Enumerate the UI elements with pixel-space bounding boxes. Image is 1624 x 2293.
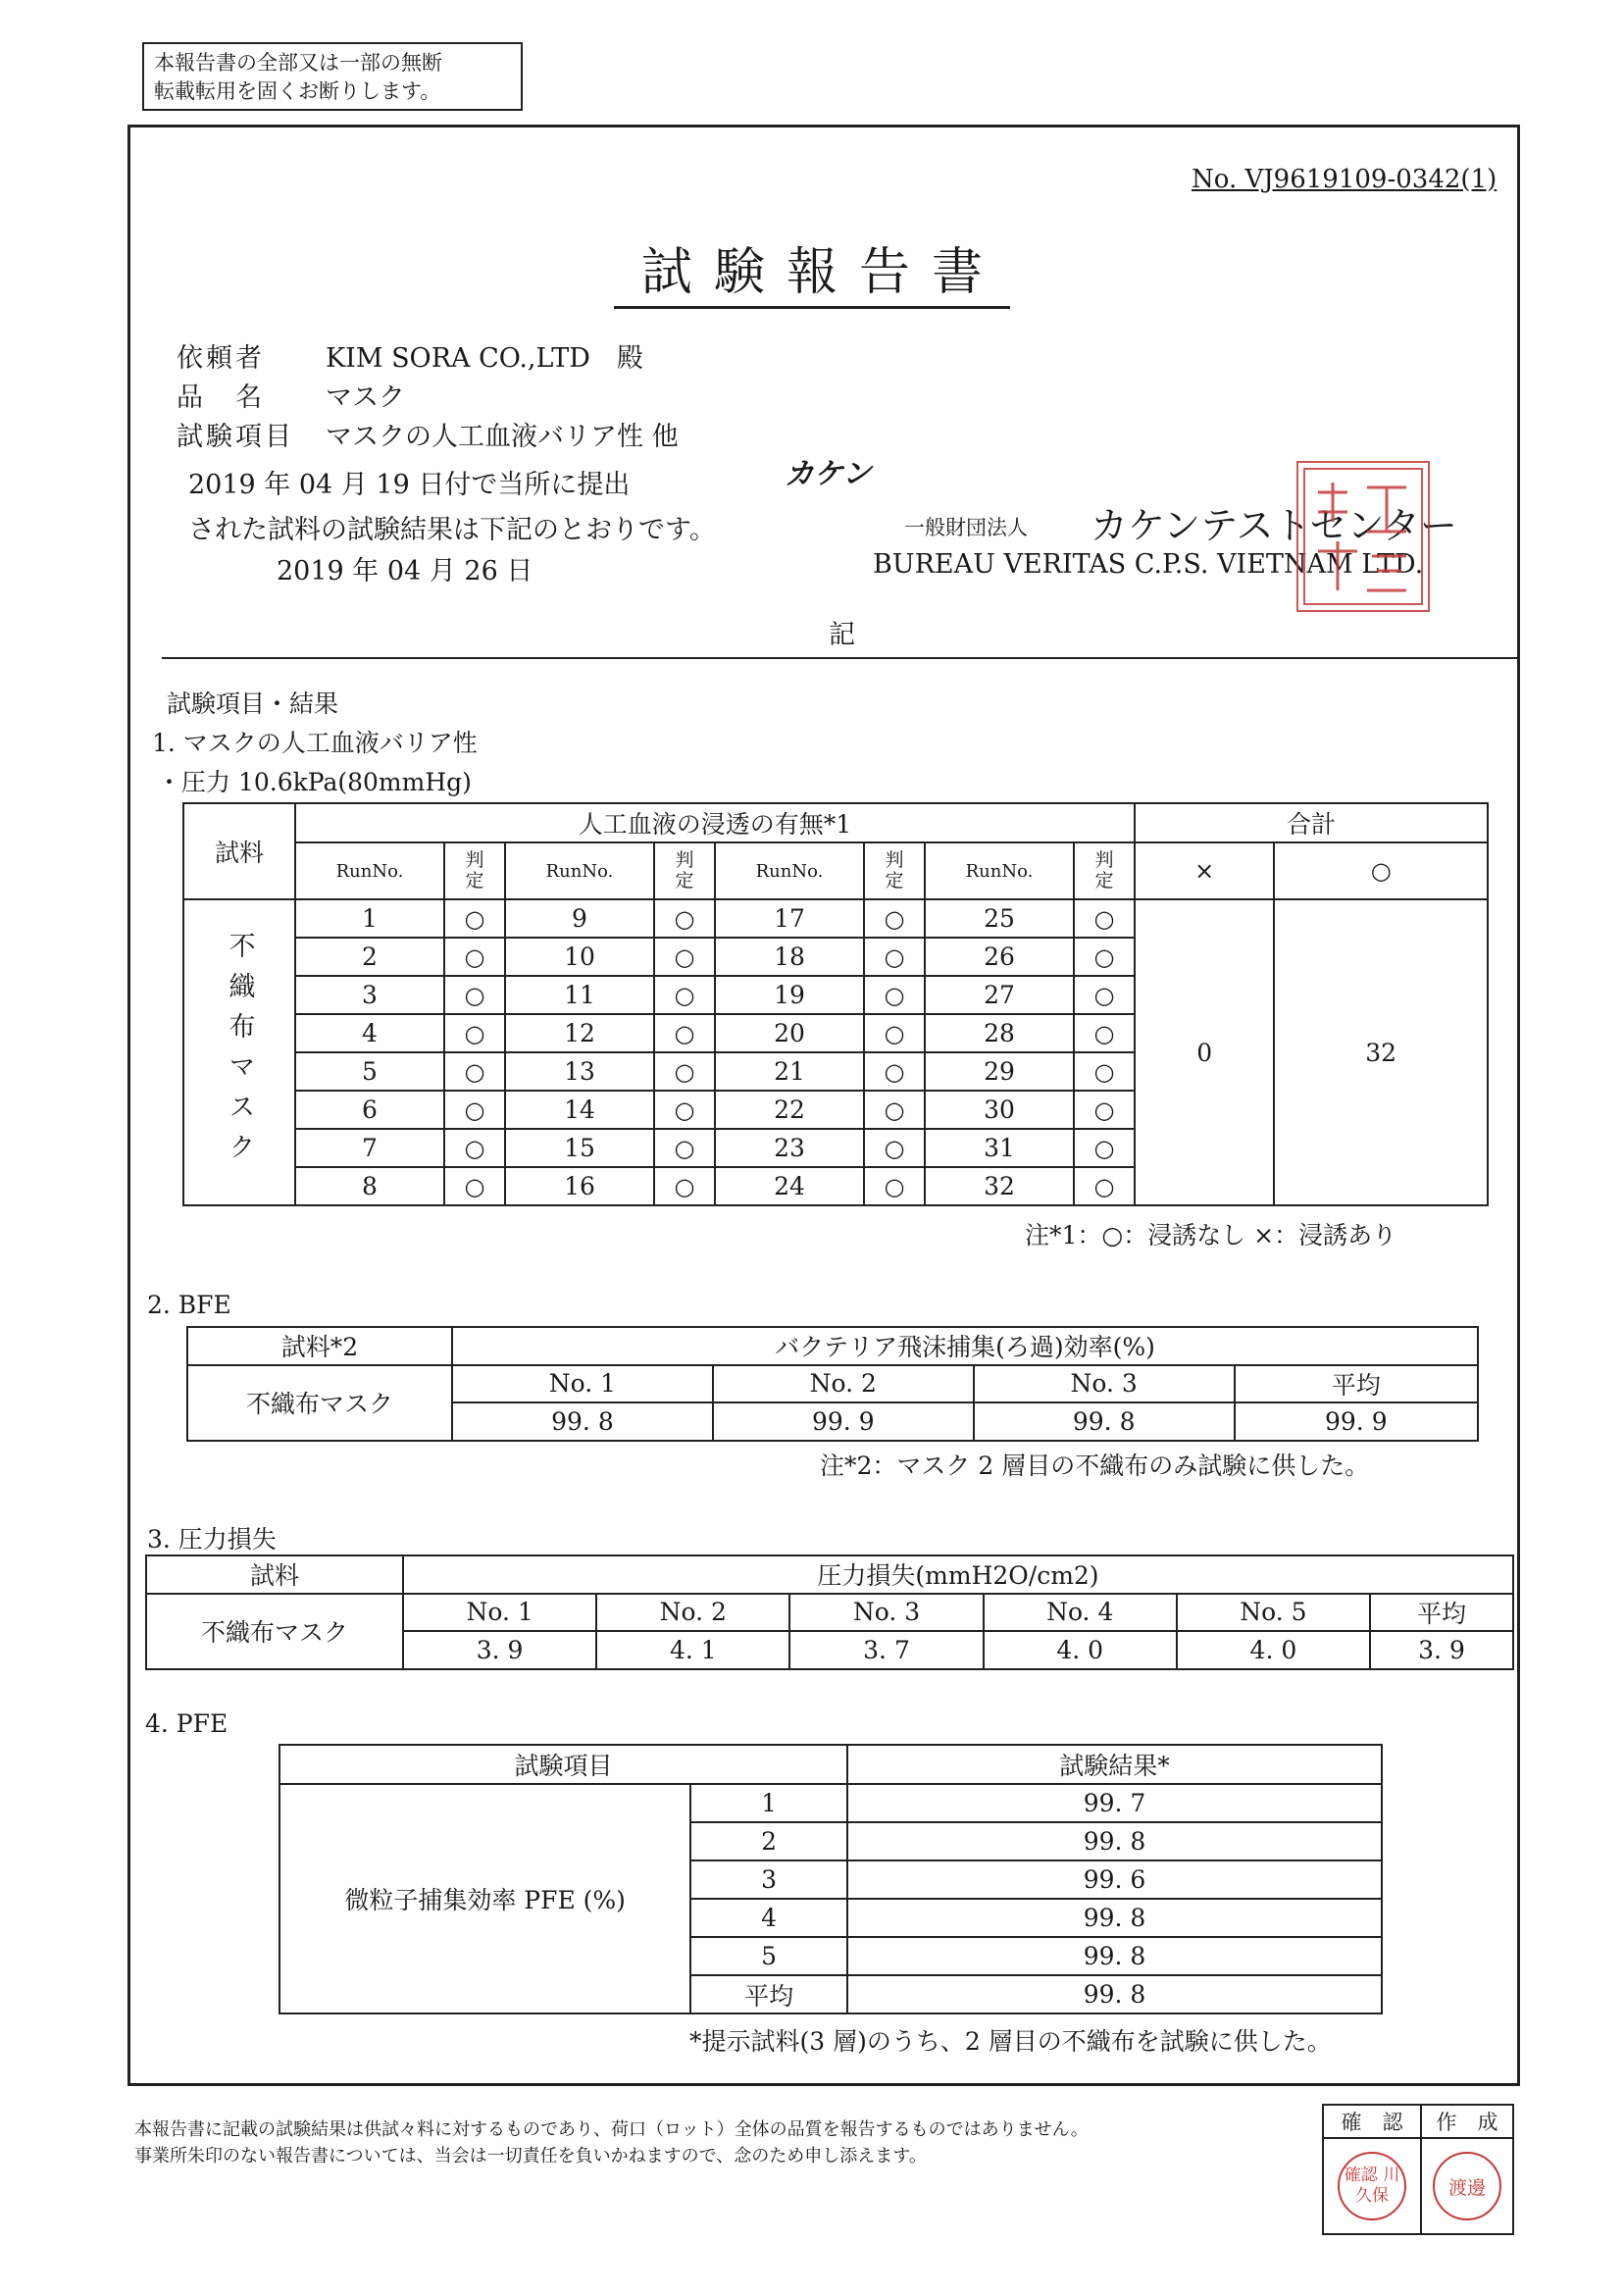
t1-judge-cell: ○	[444, 1091, 505, 1129]
t1-judge-cell: ○	[654, 1167, 715, 1205]
pressure-value-3: 3. 7	[789, 1631, 983, 1669]
t1-judge-cell: ○	[1074, 1129, 1135, 1167]
t1-judge-cell: ○	[1074, 1052, 1135, 1091]
t1-col-judge-char2: 定	[675, 870, 694, 892]
approval-create-label: 作 成	[1421, 2105, 1513, 2138]
report-date: 2019 年 04 月 26 日	[277, 556, 533, 586]
bfe-header-sample: 試料*2	[187, 1327, 452, 1365]
t1-col-judge	[864, 842, 925, 899]
table-blood-barrier	[182, 802, 1489, 1206]
pfe-row-label: 1	[690, 1784, 847, 1822]
t1-col-judge-char2: 定	[1094, 870, 1114, 892]
section2-title: 2. BFE	[147, 1291, 231, 1319]
t1-col-judge	[1074, 842, 1135, 899]
t1-run-number: 4	[295, 1014, 444, 1052]
bfe-col-1: No. 1	[452, 1365, 713, 1403]
t1-run-number: 6	[295, 1091, 444, 1129]
t1-judge-cell: ○	[1074, 938, 1135, 976]
t1-run-number: 9	[505, 899, 654, 938]
pressure-value-2: 4. 1	[596, 1631, 789, 1669]
t1-judge-cell: ○	[1074, 899, 1135, 938]
t1-run-number: 31	[925, 1129, 1074, 1167]
t1-run-number: 23	[715, 1129, 864, 1167]
t1-col-total-x: ×	[1135, 842, 1274, 899]
t1-judge-cell: ○	[864, 1167, 925, 1205]
section1-title: 1. マスクの人工血液バリア性	[152, 729, 478, 757]
t1-run-number: 16	[505, 1167, 654, 1205]
pfe-row-label: 2	[690, 1822, 847, 1860]
t1-run-number: 28	[925, 1014, 1074, 1052]
t1-run-number: 19	[715, 976, 864, 1014]
t1-judge-cell: ○	[654, 1129, 715, 1167]
t1-run-number: 27	[925, 976, 1074, 1014]
reprint-notice	[142, 42, 523, 111]
t1-col-judge-char1: 判	[675, 849, 694, 871]
t1-judge-cell: ○	[864, 938, 925, 976]
t1-total-o-value: 32	[1274, 899, 1488, 1205]
t1-run-number: 3	[295, 976, 444, 1014]
table-pfe	[279, 1744, 1383, 2014]
t1-run-number: 21	[715, 1052, 864, 1091]
pressure-col-4: No. 4	[984, 1594, 1177, 1632]
t1-judge-cell: ○	[654, 938, 715, 976]
bfe-col-2: No. 2	[713, 1365, 974, 1403]
t1-col-judge	[654, 842, 715, 899]
pfe-row-value: 99. 7	[847, 1784, 1382, 1822]
t1-run-number: 18	[715, 938, 864, 976]
footer-line1: 本報告書に記載の試験結果は供試々料に対するものであり、荷口（ロット）全体の品質を報告するものではありません。	[134, 2119, 1089, 2140]
t1-judge-cell: ○	[444, 938, 505, 976]
client-value: KIM SORA CO.,LTD 殿	[326, 343, 643, 374]
section4-note: *提示試料(3 層)のうち、2 層目の不織布を試験に供した。	[689, 2027, 1332, 2056]
submission-line2: された試料の試験結果は下記のとおりです。	[188, 515, 716, 545]
t1-judge-cell: ○	[864, 1052, 925, 1091]
t1-judge-cell: ○	[864, 1129, 925, 1167]
pfe-row-value: 99. 8	[847, 1937, 1382, 1975]
t1-col-judge-char1: 判	[1094, 849, 1114, 871]
approval-box	[1322, 2104, 1514, 2235]
t1-run-number: 7	[295, 1129, 444, 1167]
pfe-header-item: 試験項目	[279, 1745, 847, 1784]
t1-run-number: 29	[925, 1052, 1074, 1091]
reprint-notice-line2: 転載転用を固くお断りします。	[154, 79, 441, 103]
t1-judge-cell: ○	[864, 1091, 925, 1129]
t1-judge-cell: ○	[654, 899, 715, 938]
t1-judge-cell: ○	[654, 1014, 715, 1052]
t1-judge-cell: ○	[864, 976, 925, 1014]
t1-judge-cell: ○	[444, 1014, 505, 1052]
org-logo: カケン	[785, 457, 872, 491]
t1-run-number: 2	[295, 938, 444, 976]
bfe-value-1: 99. 8	[452, 1402, 713, 1441]
t1-header-sample: 試料	[183, 803, 295, 899]
reprint-notice-line1: 本報告書の全部又は一部の無断	[154, 51, 442, 75]
create-stamp: 渡邊	[1433, 2152, 1501, 2220]
t1-col-total-o: ○	[1274, 842, 1488, 899]
t1-run-number: 17	[715, 899, 864, 938]
pfe-header-result: 試験結果*	[847, 1745, 1382, 1784]
page-title-text: 試験報告書	[614, 243, 1010, 309]
pfe-row-label: 平均	[690, 1975, 847, 2013]
pfe-row-value: 99. 6	[847, 1860, 1382, 1899]
t1-run-number: 14	[505, 1091, 654, 1129]
t1-col-runno: RunNo.	[925, 842, 1074, 899]
product-label: 品 名	[177, 382, 265, 413]
t1-col-judge-char1: 判	[465, 849, 484, 871]
bfe-col-3: No. 3	[974, 1365, 1235, 1403]
org-english: BUREAU VERITAS C.P.S. VIETNAM LTD.	[873, 549, 1424, 580]
org-name: カケンテストセンター	[1091, 504, 1457, 547]
pfe-row-value: 99. 8	[847, 1899, 1382, 1937]
footer-line2: 事業所朱印のない報告書については、当会は一切責任を負いかねますので、念のため申し添えます。	[134, 2146, 927, 2166]
t1-run-number: 12	[505, 1014, 654, 1052]
approval-create-cell	[1421, 2138, 1513, 2234]
table-bfe	[186, 1326, 1479, 1442]
section3-title: 3. 圧力損失	[147, 1525, 277, 1554]
bfe-value-2: 99. 9	[713, 1402, 974, 1441]
t1-total-x-value: 0	[1135, 899, 1274, 1205]
t1-judge-cell: ○	[444, 1052, 505, 1091]
pressure-col-2: No. 2	[596, 1594, 789, 1632]
approval-confirm-label: 確 認	[1323, 2105, 1421, 2138]
ki-marker: 記	[829, 620, 855, 650]
bfe-value-3: 99. 8	[974, 1402, 1235, 1441]
t1-run-number: 25	[925, 899, 1074, 938]
page-title	[0, 230, 1624, 304]
bfe-sample-name: 不織布マスク	[187, 1365, 452, 1441]
pfe-row-label: 5	[690, 1937, 847, 1975]
t1-run-number: 32	[925, 1167, 1074, 1205]
pressure-value-1: 3. 9	[403, 1631, 596, 1669]
t1-run-number: 30	[925, 1091, 1074, 1129]
t1-col-judge	[444, 842, 505, 899]
t1-run-number: 11	[505, 976, 654, 1014]
pressure-value-4: 4. 0	[984, 1631, 1177, 1669]
pressure-col-1: No. 1	[403, 1594, 596, 1632]
t1-run-number: 8	[295, 1167, 444, 1205]
client-label: 依頼者	[177, 343, 265, 374]
pressure-value-5: 4. 0	[1177, 1631, 1370, 1669]
table-pressure-loss	[145, 1554, 1514, 1670]
t1-col-judge-char2: 定	[885, 870, 904, 892]
t1-header-main: 人工血液の浸透の有無*1	[295, 803, 1135, 842]
t1-run-number: 15	[505, 1129, 654, 1167]
pfe-row-value: 99. 8	[847, 1822, 1382, 1860]
t1-judge-cell: ○	[1074, 976, 1135, 1014]
t1-sample-name: 不織布マスク	[183, 899, 295, 1205]
pfe-item-name: 微粒子捕集効率 PFE (%)	[279, 1784, 690, 2013]
t1-judge-cell: ○	[1074, 1014, 1135, 1052]
divider	[162, 657, 1520, 659]
company-seal-icon	[1298, 463, 1428, 610]
t1-run-number: 24	[715, 1167, 864, 1205]
t1-header-total: 合計	[1135, 803, 1488, 842]
t1-run-number: 20	[715, 1014, 864, 1052]
t1-run-number: 13	[505, 1052, 654, 1091]
pressure-col-3: No. 3	[789, 1594, 983, 1632]
product-value: マスク	[326, 382, 405, 413]
t1-col-runno: RunNo.	[505, 842, 654, 899]
section1-note: 注*1：○：浸誘なし ×：浸誘あり	[1025, 1221, 1397, 1249]
bfe-value-avg: 99. 9	[1235, 1402, 1478, 1441]
pressure-col-avg: 平均	[1370, 1594, 1513, 1632]
t1-col-judge-char1: 判	[885, 849, 904, 871]
section2-note: 注*2：マスク 2 層目の不織布のみ試験に供した。	[820, 1452, 1370, 1480]
pressure-header-sample: 試料	[146, 1555, 403, 1594]
t1-run-number: 22	[715, 1091, 864, 1129]
footer-disclaimer	[134, 2116, 1089, 2169]
pfe-row-label: 3	[690, 1860, 847, 1899]
section4-title: 4. PFE	[145, 1709, 228, 1738]
t1-run-number: 5	[295, 1052, 444, 1091]
approval-confirm-cell	[1323, 2138, 1421, 2234]
test-item-value: マスクの人工血液バリア性 他	[326, 422, 679, 452]
t1-judge-cell: ○	[444, 1167, 505, 1205]
org-prefix: 一般財団法人	[904, 516, 1028, 539]
t1-col-judge-char2: 定	[465, 870, 484, 892]
submission-line1: 2019 年 04 月 19 日付で当所に提出	[188, 470, 631, 500]
pressure-header-main: 圧力損失(mmH2O/cm2)	[403, 1555, 1513, 1594]
t1-judge-cell: ○	[1074, 1167, 1135, 1205]
t1-judge-cell: ○	[444, 899, 505, 938]
report-number: No. VJ9619109-0342(1)	[1192, 165, 1497, 194]
t1-judge-cell: ○	[864, 899, 925, 938]
t1-run-number: 10	[505, 938, 654, 976]
bfe-header-main: バクテリア飛沫捕集(ろ過)効率(%)	[452, 1327, 1478, 1365]
bfe-col-avg: 平均	[1235, 1365, 1478, 1403]
pressure-value-avg: 3. 9	[1370, 1631, 1513, 1669]
t1-judge-cell: ○	[1074, 1091, 1135, 1129]
t1-judge-cell: ○	[444, 1129, 505, 1167]
t1-judge-cell: ○	[654, 1052, 715, 1091]
t1-judge-cell: ○	[444, 976, 505, 1014]
t1-run-number: 26	[925, 938, 1074, 976]
confirm-stamp: 確認 川久保	[1338, 2152, 1406, 2220]
results-heading: 試験項目・結果	[167, 689, 339, 718]
t1-judge-cell: ○	[654, 1091, 715, 1129]
company-seal-stamp	[1296, 461, 1430, 612]
pfe-row-label: 4	[690, 1899, 847, 1937]
section1-condition: ・圧力 10.6kPa(80mmHg)	[157, 768, 472, 796]
t1-col-runno: RunNo.	[295, 842, 444, 899]
t1-run-number: 1	[295, 899, 444, 938]
t1-judge-cell: ○	[654, 976, 715, 1014]
pressure-sample-name: 不織布マスク	[146, 1594, 403, 1669]
test-item-label: 試験項目	[177, 422, 294, 452]
t1-col-runno: RunNo.	[715, 842, 864, 899]
pressure-col-5: No. 5	[1177, 1594, 1370, 1632]
t1-judge-cell: ○	[864, 1014, 925, 1052]
pfe-row-value: 99. 8	[847, 1975, 1382, 2013]
